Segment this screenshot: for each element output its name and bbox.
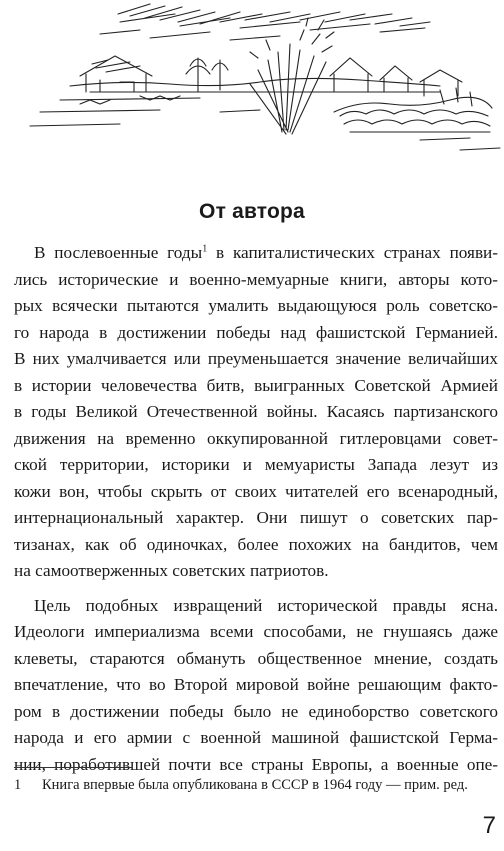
text-line: интернациональный характер. Они пишут о советских пар-	[14, 508, 498, 527]
text-line: го народа в достижении победы над фашистской Германией.	[14, 322, 498, 342]
paragraph-2	[14, 593, 498, 779]
footnote-divider	[14, 767, 132, 768]
paragraph-1	[14, 240, 498, 585]
text-line: нии, поработившей почти все страны Европы, а военные опе-	[14, 754, 498, 774]
text-line: В них умалчивается или преуменьшается значение величайших	[14, 349, 498, 368]
text-line: Идеологи империализма всеми способами, не гнушаясь даже	[14, 622, 498, 641]
text-line: движения на временно оккупированной гитлеровцами совет-	[14, 428, 498, 448]
footnote-text: Книга впервые была опубликована в СССР в 1964 году — прим. ред.	[42, 777, 468, 793]
text-line: ром в достижении победы было не единоборство советского	[14, 701, 498, 721]
chapter-header-illustration	[0, 0, 504, 180]
text-line: впечатление, что во Второй мировой войне решающим факто-	[14, 675, 498, 694]
text-line: ской территории, историки и мемуаристы Запада лезут из	[14, 455, 498, 474]
text-line: народа и его армии с военной машиной фашистской Герма-	[14, 728, 498, 747]
section-title: От автора	[199, 200, 305, 223]
page-number: 7	[482, 812, 496, 839]
text-line: на самоотверженных советских патриотов.	[14, 561, 329, 580]
body-text	[14, 240, 498, 778]
text-line: В послевоенные годы$^1$ в капиталистических странах появи-	[34, 243, 498, 262]
footnote-ref: 1	[202, 243, 208, 255]
text-line: лись исторические и военно-мемуарные книги, авторы кото-	[14, 269, 498, 289]
text-line: Цель подобных извращений исторической правды ясна.	[34, 595, 498, 615]
text-line: в годы Великой Отечественной войны. Касаясь партизанского	[14, 402, 498, 421]
text-line: рых всячески пытаются умалить выдающуюся роль советско-	[14, 296, 498, 315]
text-line: тизанах, как об одиночках, более похожих на бандитов, чем	[14, 534, 498, 554]
text-line: кожи вон, чтобы скрыть от своих читателей его всенародный,	[14, 481, 498, 501]
text-line: клеветы, стараются обмануть общественное мнение, создать	[14, 648, 498, 668]
footnote-number: 1	[14, 777, 22, 793]
text-line: в истории человечества битв, выигранных Советской Армией	[14, 375, 498, 395]
footnote	[14, 776, 498, 794]
